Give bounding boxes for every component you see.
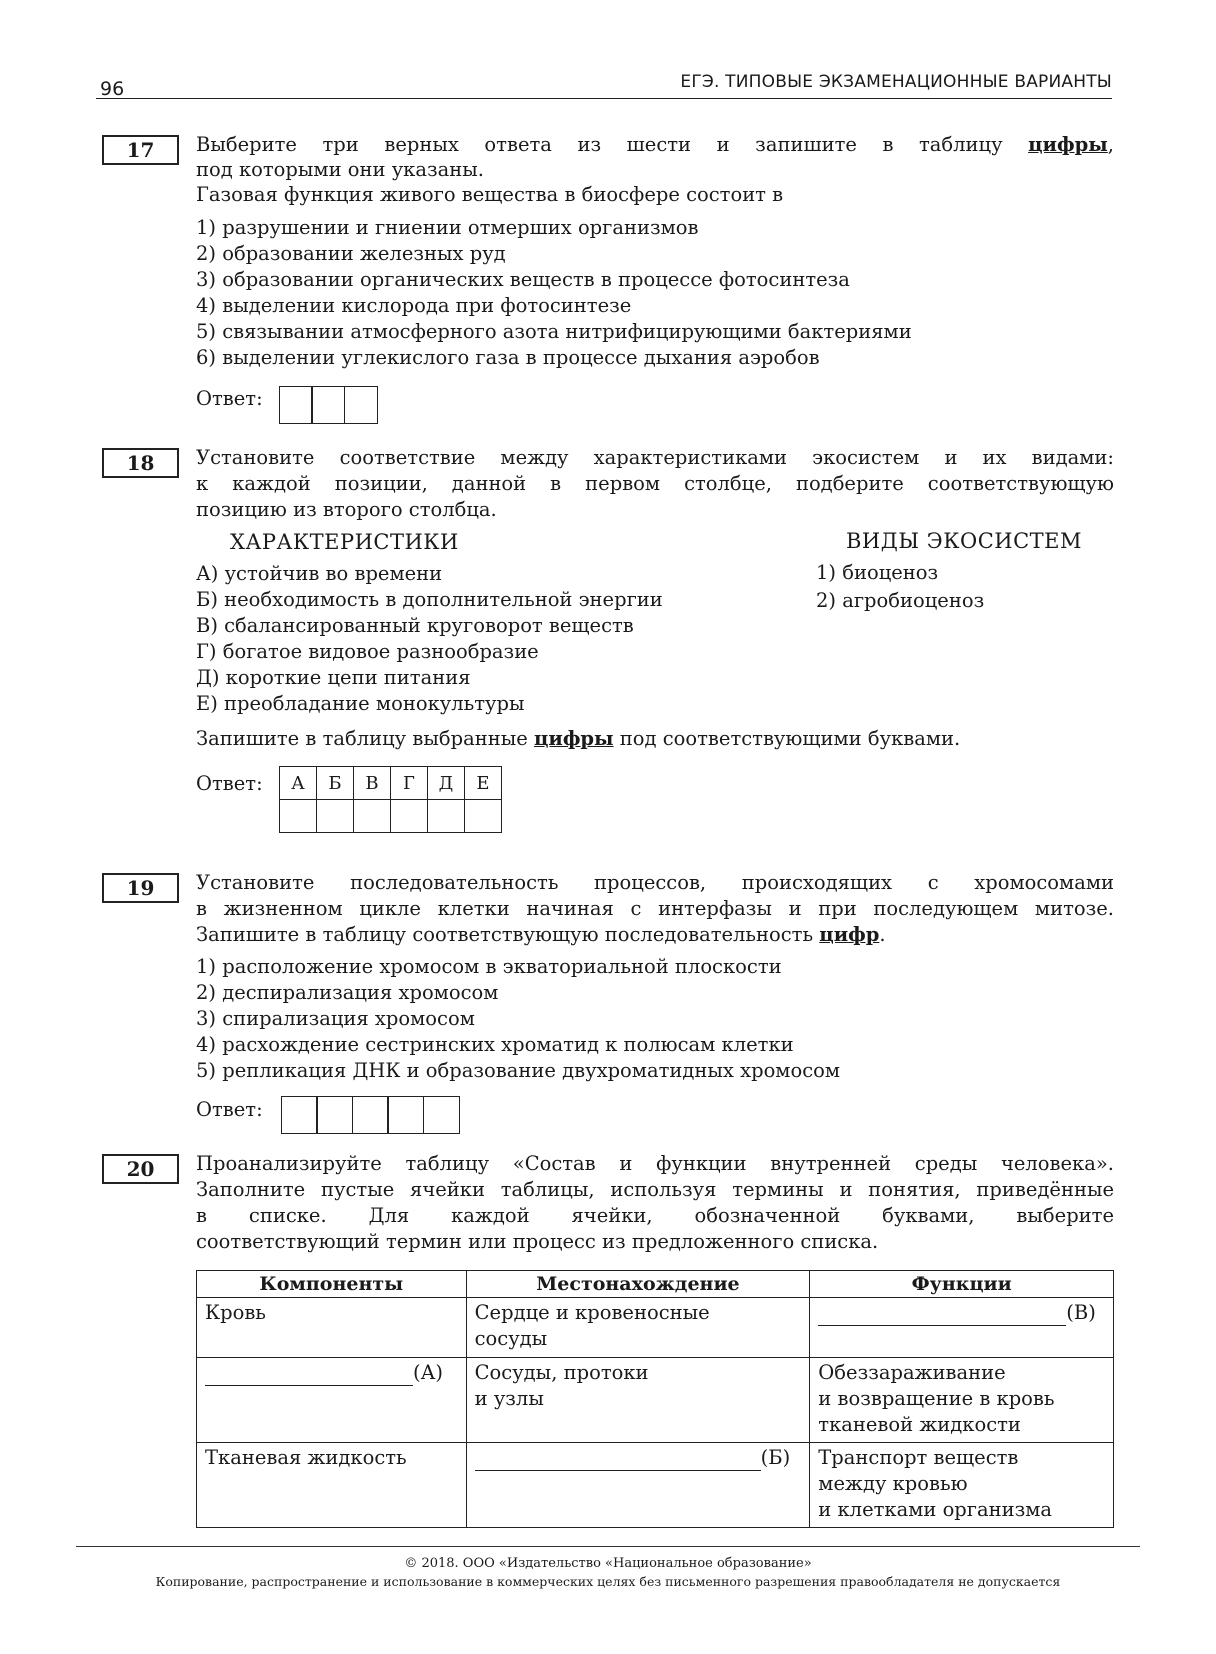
grid-letter: Г xyxy=(391,767,428,800)
header-rule xyxy=(96,98,1112,99)
answer-cell[interactable] xyxy=(317,800,354,833)
q19-option: 3) спирализация хромосом xyxy=(196,1007,475,1030)
q18-right-header: ВИДЫ ЭКОСИСТЕМ xyxy=(846,529,1082,553)
blank-line[interactable] xyxy=(205,1363,413,1386)
q17-option: 1) разрушении и гниении отмерших организмов xyxy=(196,216,699,239)
blank-label: (А) xyxy=(413,1361,443,1384)
fill-in-cell-v[interactable] xyxy=(810,1298,1114,1358)
q19-option: 4) расхождение сестринских хроматид к полюсам клетки xyxy=(196,1033,794,1056)
q17-answer-boxes[interactable] xyxy=(280,386,378,424)
footer-rule xyxy=(76,1546,1140,1547)
q17-emphasis: цифры xyxy=(1028,133,1108,156)
q20-prompt-line1: Проанализируйте таблицу «Состав и функции внутренней среды человека». xyxy=(196,1152,1114,1175)
answer-cell[interactable] xyxy=(311,386,345,424)
q17-option: 5) связывании атмосферного азота нитрифицирующими бактериями xyxy=(196,320,912,343)
grid-letter: Е xyxy=(465,767,502,800)
q18-left-header: ХАРАКТЕРИСТИКИ xyxy=(230,530,459,554)
grid-letter: Д xyxy=(428,767,465,800)
table-cell: Обеззараживание и возвращение в кровь тканевой жидкости xyxy=(810,1358,1114,1443)
table-cell: Транспорт веществ между кровью и клетками организма xyxy=(810,1443,1114,1528)
blank-line[interactable] xyxy=(475,1448,761,1471)
q20-composition-table xyxy=(196,1270,1114,1528)
table-cell: Сердце и кровеносные сосуды xyxy=(466,1298,810,1358)
table-header: Местонахождение xyxy=(466,1271,810,1298)
q18-answer-grid xyxy=(279,766,502,833)
grid-letter: В xyxy=(354,767,391,800)
q20-prompt-line4: соответствующий термин или процесс из предложенного списка. xyxy=(196,1230,879,1253)
q19-prompt-line2: в жизненном цикле клетки начиная с интерфазы и при последующем митозе. xyxy=(196,897,1114,920)
q18-ecosystem-type: 2) агробиоценоз xyxy=(816,589,985,612)
table-cell: Тканевая жидкость xyxy=(197,1443,467,1528)
question-18-number: 18 xyxy=(102,448,179,478)
q17-answer-label: Ответ: xyxy=(196,387,263,410)
q19-option: 1) расположение хромосом в экваториальной плоскости xyxy=(196,955,782,978)
q19-prompt-line1: Установите последовательность процессов, происходящих с хромосомами xyxy=(196,871,1114,894)
q17-option: 6) выделении углекислого газа в процессе дыхания аэробов xyxy=(196,346,820,369)
q18-characteristic: Е) преобладание монокультуры xyxy=(196,692,525,715)
table-header: Функции xyxy=(810,1271,1114,1298)
footer-notice: Копирование, распространение и использование в коммерческих целях без письменного разрешения правообладателя не допускается xyxy=(155,1574,1061,1589)
blank-label: (В) xyxy=(1066,1301,1096,1324)
q17-option: 3) образовании органических веществ в процессе фотосинтеза xyxy=(196,268,850,291)
answer-cell[interactable] xyxy=(344,386,378,424)
q17-prompt-line1: Выберите три верных ответа из шести и запишите в таблицу цифры, xyxy=(196,133,1114,156)
running-title: ЕГЭ. ТИПОВЫЕ ЭКЗАМЕНАЦИОННЫЕ ВАРИАНТЫ xyxy=(680,72,1112,92)
grid-letter: Б xyxy=(317,767,354,800)
table-header: Компоненты xyxy=(197,1271,467,1298)
q17-prompt-line3: Газовая функция живого вещества в биосфере состоит в xyxy=(196,183,784,206)
q19-option: 5) репликация ДНК и образование двухроматидных хромосом xyxy=(196,1059,841,1082)
fill-in-cell-b[interactable] xyxy=(466,1443,810,1528)
q18-characteristic: Г) богатое видовое разнообразие xyxy=(196,640,539,663)
answer-cell[interactable] xyxy=(281,1096,318,1134)
answer-cell[interactable] xyxy=(354,800,391,833)
q17-option: 4) выделении кислорода при фотосинтезе xyxy=(196,294,632,317)
fill-in-cell-a[interactable] xyxy=(197,1358,467,1443)
q20-prompt-line2: Заполните пустые ячейки таблицы, используя термины и понятия, приведённые xyxy=(196,1178,1114,1201)
q18-answer-label: Ответ: xyxy=(196,772,263,795)
q17-prompt-line2: под которыми они указаны. xyxy=(196,158,484,181)
q18-prompt-line2: к каждой позиции, данной в первом столбце, подберите соответствующую xyxy=(196,472,1114,495)
table-cell: Сосуды, протоки и узлы xyxy=(466,1358,810,1443)
q18-prompt-line1: Установите соответствие между характеристиками экосистем и их видами: xyxy=(196,446,1114,469)
blank-label: (Б) xyxy=(760,1446,791,1469)
answer-cell[interactable] xyxy=(316,1096,353,1134)
q18-instruction: Запишите в таблицу выбранные цифры под соответствующими буквами. xyxy=(196,727,961,750)
q19-emphasis: цифр xyxy=(819,923,880,946)
q18-ecosystem-type: 1) биоценоз xyxy=(816,561,939,584)
table-cell: Кровь xyxy=(197,1298,467,1358)
q19-answer-boxes[interactable] xyxy=(282,1096,460,1134)
answer-cell[interactable] xyxy=(279,386,313,424)
q19-option: 2) деспирализация хромосом xyxy=(196,981,499,1004)
page-number: 96 xyxy=(100,78,125,100)
q18-emphasis: цифры xyxy=(533,727,614,750)
answer-cell[interactable] xyxy=(428,800,465,833)
q18-prompt-line3: позицию из второго столбца. xyxy=(196,498,497,521)
answer-cell[interactable] xyxy=(391,800,428,833)
q18-characteristic: В) сбалансированный круговорот веществ xyxy=(196,614,634,637)
answer-cell[interactable] xyxy=(423,1096,460,1134)
question-19-number: 19 xyxy=(102,873,179,903)
grid-letter: А xyxy=(280,767,317,800)
answer-cell[interactable] xyxy=(387,1096,424,1134)
q18-characteristic: Б) необходимость в дополнительной энергии xyxy=(196,588,663,611)
question-17-number: 17 xyxy=(102,135,179,165)
answer-cell[interactable] xyxy=(465,800,502,833)
question-20-number: 20 xyxy=(102,1154,179,1184)
q17-option: 2) образовании железных руд xyxy=(196,242,506,265)
q18-characteristic: Д) короткие цепи питания xyxy=(196,666,471,689)
q20-prompt-line3: в списке. Для каждой ячейки, обозначенной буквами, выберите xyxy=(196,1204,1114,1227)
q18-characteristic: А) устойчив во времени xyxy=(196,562,443,585)
answer-cell[interactable] xyxy=(280,800,317,833)
q19-prompt-line3: Запишите в таблицу соответствующую последовательность цифр. xyxy=(196,923,886,946)
q19-answer-label: Ответ: xyxy=(196,1098,263,1121)
footer-copyright: © 2018. ООО «Издательство «Национальное образование» xyxy=(404,1556,812,1571)
answer-cell[interactable] xyxy=(352,1096,389,1134)
blank-line[interactable] xyxy=(818,1303,1066,1326)
